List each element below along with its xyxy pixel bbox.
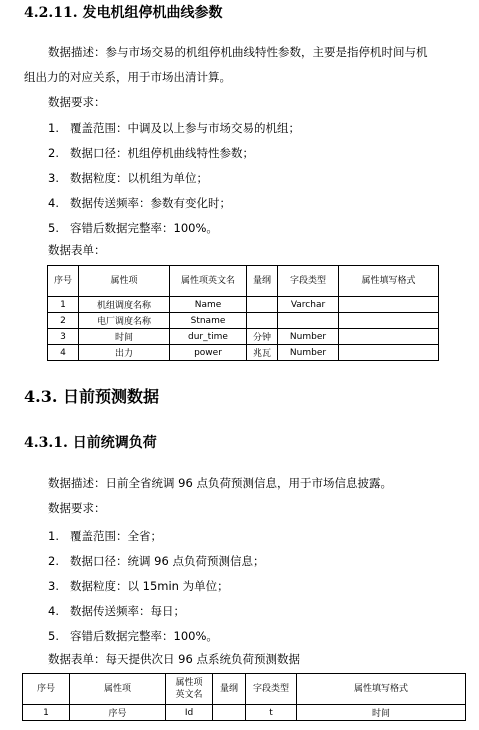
table-row [48,329,439,345]
table-cell: 分钟 [247,329,278,345]
table-row [48,345,439,361]
table-cell [247,313,278,329]
table-cell [339,345,439,361]
table-cell: 序号 [70,705,166,721]
table-cell: 1 [48,297,79,313]
table-cell: 4 [48,345,79,361]
data-table [22,673,466,721]
table-cell: 2 [48,313,79,329]
table-cell: 电厂调度名称 [79,313,170,329]
table-cell: power [170,345,247,361]
description-line: 数据描述：参与市场交易的机组停机曲线特性参数，主要是指停机时间与机 [48,45,428,59]
section-heading: 4.3.1. 日前统调负荷 [24,435,157,451]
table-cell: 时间 [297,705,466,721]
column-header: 量纲 [247,266,278,297]
requirements-label: 数据要求： [48,501,106,515]
description-line: 数据描述：日前全省统调 96 点负荷预测信息，用于市场信息披露。 [48,476,392,490]
list-item: 1. 覆盖范围：中调及以上参与市场交易的机组； [48,121,300,135]
list-item: 4. 数据传送频率：参数有变化时； [48,196,231,210]
table-cell: Number [278,329,339,345]
list-item: 2. 数据口径：机组停机曲线特性参数； [48,146,254,160]
column-header: 序号 [48,266,79,297]
table-cell: 3 [48,329,79,345]
form-label: 数据表单：每天提供次日 96 点系统负荷预测数据 [48,652,300,666]
form-label: 数据表单： [48,243,106,257]
list-item: 2. 数据口径：统调 96 点负荷预测信息； [48,554,265,568]
column-header: 属性项 [79,266,170,297]
list-item: 1. 覆盖范围：全省； [48,529,162,543]
table-cell: 兆瓦 [247,345,278,361]
column-header: 属性项 英文名 [166,674,213,705]
table-cell [339,297,439,313]
requirements-label: 数据要求： [48,95,106,109]
table-row [48,297,439,313]
table-cell [278,313,339,329]
table-cell: Varchar [278,297,339,313]
section-heading: 4.3. 日前预测数据 [24,387,159,406]
table-cell: 时间 [79,329,170,345]
table-cell [247,297,278,313]
list-item: 5. 容错后数据完整率：100%。 [48,629,218,643]
column-header: 属性填写格式 [339,266,439,297]
data-table [47,265,439,361]
list-item: 3. 数据粒度：以机组为单位； [48,171,208,185]
table-cell: t [246,705,297,721]
table-cell: Stname [170,313,247,329]
table-header-row [23,674,466,705]
description-line: 组出力的对应关系，用于市场出清计算。 [24,70,231,84]
column-header: 字段类型 [278,266,339,297]
table-row [23,705,466,721]
table-cell: 出力 [79,345,170,361]
column-header: 属性填写格式 [297,674,466,705]
table-cell: Number [278,345,339,361]
table-cell: dur_time [170,329,247,345]
table-cell [339,329,439,345]
table-header-row [48,266,439,297]
table-cell: Id [166,705,213,721]
table-row [48,313,439,329]
list-item: 4. 数据传送频率：每日； [48,604,185,618]
column-header: 属性项英文名 [170,266,247,297]
column-header: 量纲 [213,674,246,705]
column-header: 字段类型 [246,674,297,705]
table-cell: 1 [23,705,70,721]
table-cell: 机组调度名称 [79,297,170,313]
column-header: 属性项 [70,674,166,705]
table-cell [339,313,439,329]
column-header: 序号 [23,674,70,705]
list-item: 5. 容错后数据完整率：100%。 [48,221,218,235]
table-cell [213,705,246,721]
list-item: 3. 数据粒度：以 15min 为单位； [48,579,229,593]
table-cell: Name [170,297,247,313]
section-heading: 4.2.11. 发电机组停机曲线参数 [24,5,223,21]
